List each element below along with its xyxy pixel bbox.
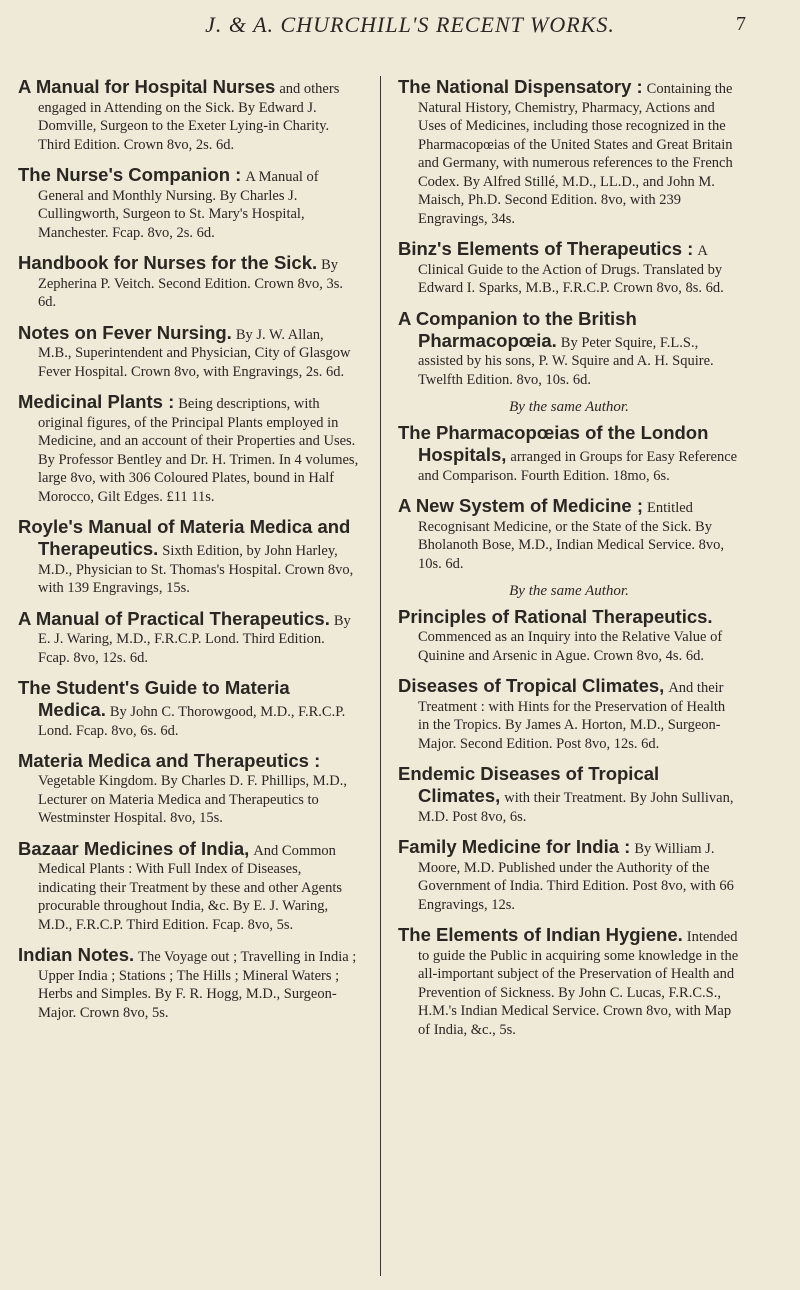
book-entry [18,76,360,154]
entry-description: By E. J. Waring, M.D., F.R.C.P. Lond. Third Edition. Fcap. 8vo, 12s. 6d. [38,612,351,666]
book-entry [398,606,740,665]
entry-description: Intended to guide the Public in acquiring some knowledge in the all-important subject of the Preservation of Health and Prevention of Sickness. By John C. Lucas, F.R.C.S., H.M.'s Indian Medical Service. Crown 8vo, with Map of India, &c., 5s. [418,929,739,1038]
entry-description: And their Treatment : with Hints for the Preservation of Health in the Tropics. By James A. Horton, M.D., Surgeon-Major. Second Edition. Post 8vo, 12s. 6d. [418,680,726,752]
entry-text [398,422,740,485]
entry-title: Handbook for Nurses for the Sick. [18,252,318,273]
entry-title: A Companion to the British Pharmacopœia. [398,307,637,351]
entry-title: Bazaar Medicines of India, [18,837,250,859]
entry-title: Family Medicine for India : [398,836,631,857]
entry-description: By J. W. Allan, M.B., Superintendent and Physician, City of Glasgow Fever Hospital. Crown 8vo, with Engravings, 2s. 6d. [38,326,351,380]
entry-title: The Student's Guide to Materia Medica. [18,677,290,720]
entry-text [18,838,360,935]
entry-description: A Clinical Guide to the Action of Drugs. Translated by Edward I. Sparks, M.B., F.R.C.P. Crown 8vo, 8s. 6d. [418,243,724,296]
entry-title: Royle's Manual of Materia Medica and Therapeutics. [18,516,351,559]
book-entry [18,252,360,312]
book-entry [398,924,740,1039]
entry-description: By William J. Moore, M.D. Published under the Authority of the Government of India. Third Edition. Post 8vo, with 66 Engravings, 12s. [418,841,734,913]
book-entry [18,677,360,740]
book-entry [398,76,740,228]
entry-text [18,608,360,668]
entry-description: Sixth Edition, by John Harley, M.D., Physician to St. Thomas's Hospital. Crown 8vo, with 139 Engravings, 15s. [38,543,354,596]
entry-title: The Elements of Indian Hygiene. [398,924,683,945]
column-divider [380,76,381,1276]
book-entry [18,322,360,382]
entry-description: A Manual of General and Monthly Nursing. By Charles J. Cullingworth, Surgeon to St. Mary's Hospital, Manchester. Fcap. 8vo, 2s. 6d. [38,169,319,241]
book-entry [398,308,740,390]
book-entry [398,495,740,573]
book-entry [18,164,360,242]
running-title: J. & A. CHURCHILL'S RECENT WORKS. [205,12,615,37]
entry-text [18,322,360,382]
entry-description: Being descriptions, with original figures, of the Principal Plants employed in Medicine, and an account of their Properties and Uses. By Professor Bentley and Dr. H. Trimen. In 4 volumes, large 8vo, with 306 Coloured Plates, bound in Half Morocco, Gilt Edges. £11 11s. [38,396,359,505]
byline: By the same Author. [509,583,629,599]
entry-text [18,944,360,1022]
entry-description: Entitled Recognisant Medicine, or the State of the Sick. By Bholanoth Bose, M.D., Indian Medical Service. 8vo, 10s. 6d. [418,500,725,572]
entry-text [398,308,740,390]
book-entry [398,675,740,753]
page-number: 7 [736,13,746,35]
entry-text [18,516,360,598]
entry-description: And Common Medical Plants : With Full Index of Diseases, indicating their Treatment by these and other Agents procurable throughout India, &c. By E. J. Waring, M.D., F.R.C.P. Third Edition. Fcap. 8vo, 5s. [38,842,343,933]
book-entry [398,238,740,298]
book-entry [18,391,360,506]
entry-description: By Zepherina P. Veitch. Second Edition. Crown 8vo, 3s. 6d. [38,257,344,310]
entry-description: By Peter Squire, F.L.S., assisted by his sons, P. W. Squire and A. H. Squire. Twelfth Edition. 8vo, 10s. 6d. [418,334,714,388]
entry-title: Principles of Rational Therapeutics. [398,606,713,627]
entry-text [398,836,740,914]
book-entry [18,838,360,935]
entry-title: Diseases of Tropical Climates, [398,675,665,696]
right-column [398,76,740,1049]
entry-title: Binz's Elements of Therapeutics : [398,238,694,259]
entry-description: with their Treatment. By John Sullivan, M.D. Post 8vo, 6s. [418,790,734,825]
entry-text [398,76,740,228]
entry-text [18,76,360,154]
entry-text [398,675,740,753]
entry-text [18,164,360,242]
entry-title: A New System of Medicine ; [398,495,644,516]
entry-description: arranged in Groups for Easy Reference and Comparison. Fourth Edition. 18mo, 6s. [418,449,738,484]
entry-text [398,763,740,826]
entry-title: Indian Notes. [18,944,135,965]
book-entry [398,836,740,914]
entry-text [18,391,360,506]
entry-text [398,238,740,298]
book-entry [18,750,360,828]
entry-description: Containing the Natural History, Chemistry, Pharmacy, Actions and Uses of Medicines, including those recognized in the Pharmacopœias of the United States and Great Britain and Germany, with numerous references to the French Codex. By Alfred Stillé, M.D., LL.D., and John M. Maisch, Ph.D. Second Edition. 8vo, with 239 Engravings, 34s. [418,81,733,227]
left-column [18,76,360,1032]
entry-title: The Nurse's Companion : [18,164,242,185]
entry-title: Notes on Fever Nursing. [18,321,232,343]
entry-text [18,252,360,312]
entry-description: Commenced as an Inquiry into the Relative Value of Quinine and Arsenic in Ague. Crown 8vo, 4s. 6d. [418,629,723,664]
entry-text [18,750,360,828]
book-entry [398,763,740,826]
entry-text [398,495,740,573]
entry-text [18,677,360,740]
entry-title: Endemic Diseases of Tropical Climates, [398,763,660,806]
entry-title: The Pharmacopœias of the London Hospitals, [398,422,709,465]
book-entry [18,516,360,598]
entry-description: By John C. Thorowgood, M.D., F.R.C.P. Lond. Fcap. 8vo, 6s. 6d. [38,704,346,739]
book-entry [18,608,360,668]
page-header [0,0,800,56]
entry-title: A Manual of Practical Therapeutics. [18,607,330,629]
entry-title: Materia Medica and Therapeutics : [18,750,321,771]
book-entry [398,422,740,485]
entry-description: Vegetable Kingdom. By Charles D. F. Phillips, M.D., Lecturer on Materia Medica and Therapeutics to Westminster Hospital. 8vo, 15s. [38,773,347,826]
byline: By the same Author. [509,399,629,415]
entry-title: The National Dispensatory : [398,76,643,97]
entry-description: The Voyage out ; Travelling in India ; Upper India ; Stations ; The Hills ; Mineral Waters ; Herbs and Simples. By F. R. Hogg, M.D., Surgeon-Major. Crown 8vo, 5s. [38,949,357,1021]
entry-text [398,924,740,1039]
entry-title: A Manual for Hospital Nurses [18,76,276,97]
book-entry [18,944,360,1022]
entry-description: and others engaged in Attending on the Sick. By Edward J. Domville, Surgeon to the Exeter Lying-in Charity. Third Edition. Crown 8vo, 2s. 6d. [38,81,340,153]
entry-text [398,606,740,665]
entry-title: Medicinal Plants : [18,391,175,412]
